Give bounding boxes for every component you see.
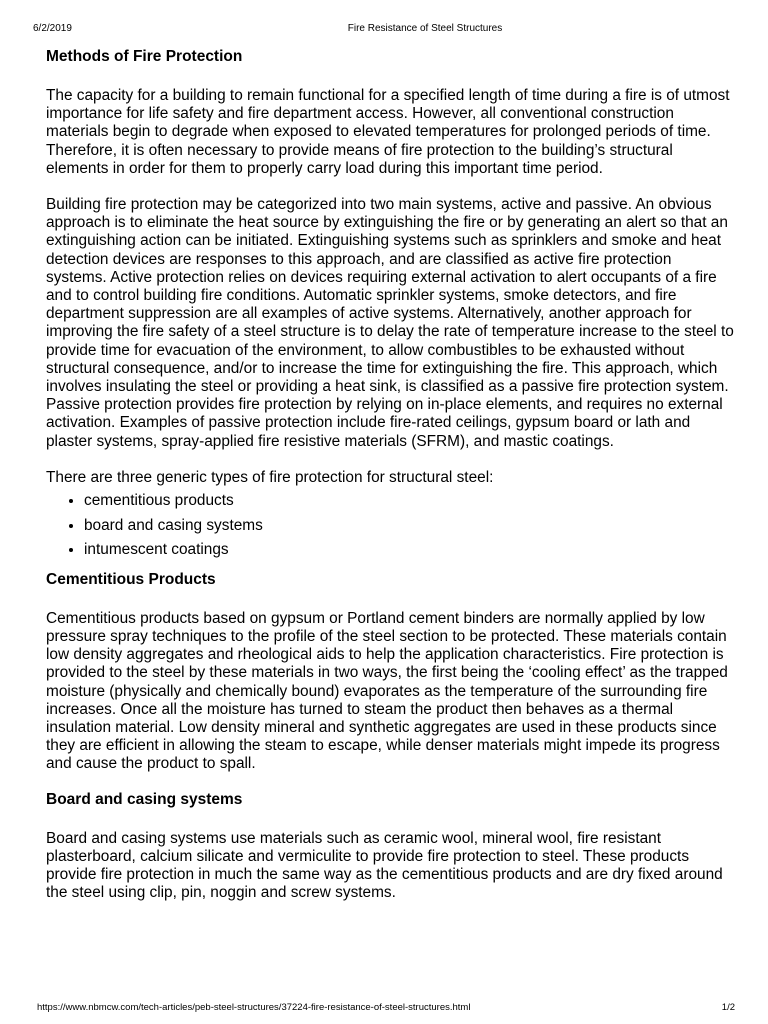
board-heading: Board and casing systems xyxy=(46,790,243,808)
list-item: • cementitious products xyxy=(84,489,736,514)
protection-types-list xyxy=(46,489,736,563)
print-footer xyxy=(0,1002,768,1016)
cementitious-paragraph: Cementitious products based on gypsum or Portland cement binders are normally applied by low pressure spray techniques to the profile of the steel section to be protected. These materials contain low density aggregates and rheological aids to help the application characteristics. Fire protection is provided to the steel by these materials in two ways, the first being the ‘cooling effect’ as the trapped moisture (physically and chemically bound) evaporates as the temperature of the surrounding fire increases. Once all the moisture has turned to steam the product then behaves as a thermal insulation material. Low density mineral and synthetic aggregates are used in these products since they are efficient in allowing the steam to escape, while denser materials might impede its progress and cause the product to spall. xyxy=(46,609,728,773)
list-item: • intumescent coatings xyxy=(84,538,736,563)
methods-paragraph-3: There are three generic types of fire protection for structural steel: xyxy=(46,468,494,486)
print-url: https://www.nbmcw.com/tech-articles/peb-steel-structures/37224-fire-resistance-of-steel-structures.html xyxy=(37,1002,471,1013)
board-paragraph: Board and casing systems use materials such as ceramic wool, mineral wool, fire resistant plasterboard, calcium silicate and vermiculite to provide fire protection to steel. These products provide fire protection in much the same way as the cementitious products and are dry fixed around the steel using clip, pin, noggin and screw systems. xyxy=(46,829,723,902)
print-header xyxy=(0,23,768,37)
page-number: 1/2 xyxy=(721,1002,735,1013)
cementitious-heading: Cementitious Products xyxy=(46,570,216,588)
article-content xyxy=(46,46,736,902)
print-title: Fire Resistance of Steel Structures xyxy=(347,23,503,34)
methods-paragraph-1: The capacity for a building to remain functional for a specified length of time during a fire is of utmost importance for life safety and fire department access. However, all conventional construction materials begin to degrade when exposed to elevated temperatures for prolonged periods of time. Therefore, it is often necessary to provide means of fire protection to the building’s structural elements in order for them to properly carry load during this important time period. xyxy=(46,87,730,177)
methods-paragraph-2: Building fire protection may be categorized into two main systems, active and passive. An obvious approach is to eliminate the heat source by extinguishing the fire or by generating an alert so that an extinguishing action can be initiated. Extinguishing systems such as sprinklers and smoke and heat detection devices are responses to this approach, and are classified as active fire protection systems. Active protection relies on devices requiring external activation to alert occupants of a fire and to control building fire conditions. Automatic sprinkler systems, smoke detectors, and fire department suppression are all examples of active systems. Alternatively, another approach for improving the fire safety of a steel structure is to delay the rate of temperature increase to the steel to provide time for evacuation of the environment, to allow combustibles to be exhausted without structural consequence, and/or to increase the time for extinguishing the fire. This approach, which involves insulating the steel or providing a heat sink, is classified as a passive fire protection system. Passive protection provides fire protection by relying on in-place elements, and requires no external activation. Examples of passive protection include fire-rated ceilings, gypsum board or lath and plaster systems, spray-applied fire resistive materials (SFRM), and mastic coatings. xyxy=(46,196,734,450)
print-date: 6/2/2019 xyxy=(33,23,72,34)
methods-heading: Methods of Fire Protection xyxy=(46,48,243,65)
list-item: • board and casing systems xyxy=(84,514,736,539)
